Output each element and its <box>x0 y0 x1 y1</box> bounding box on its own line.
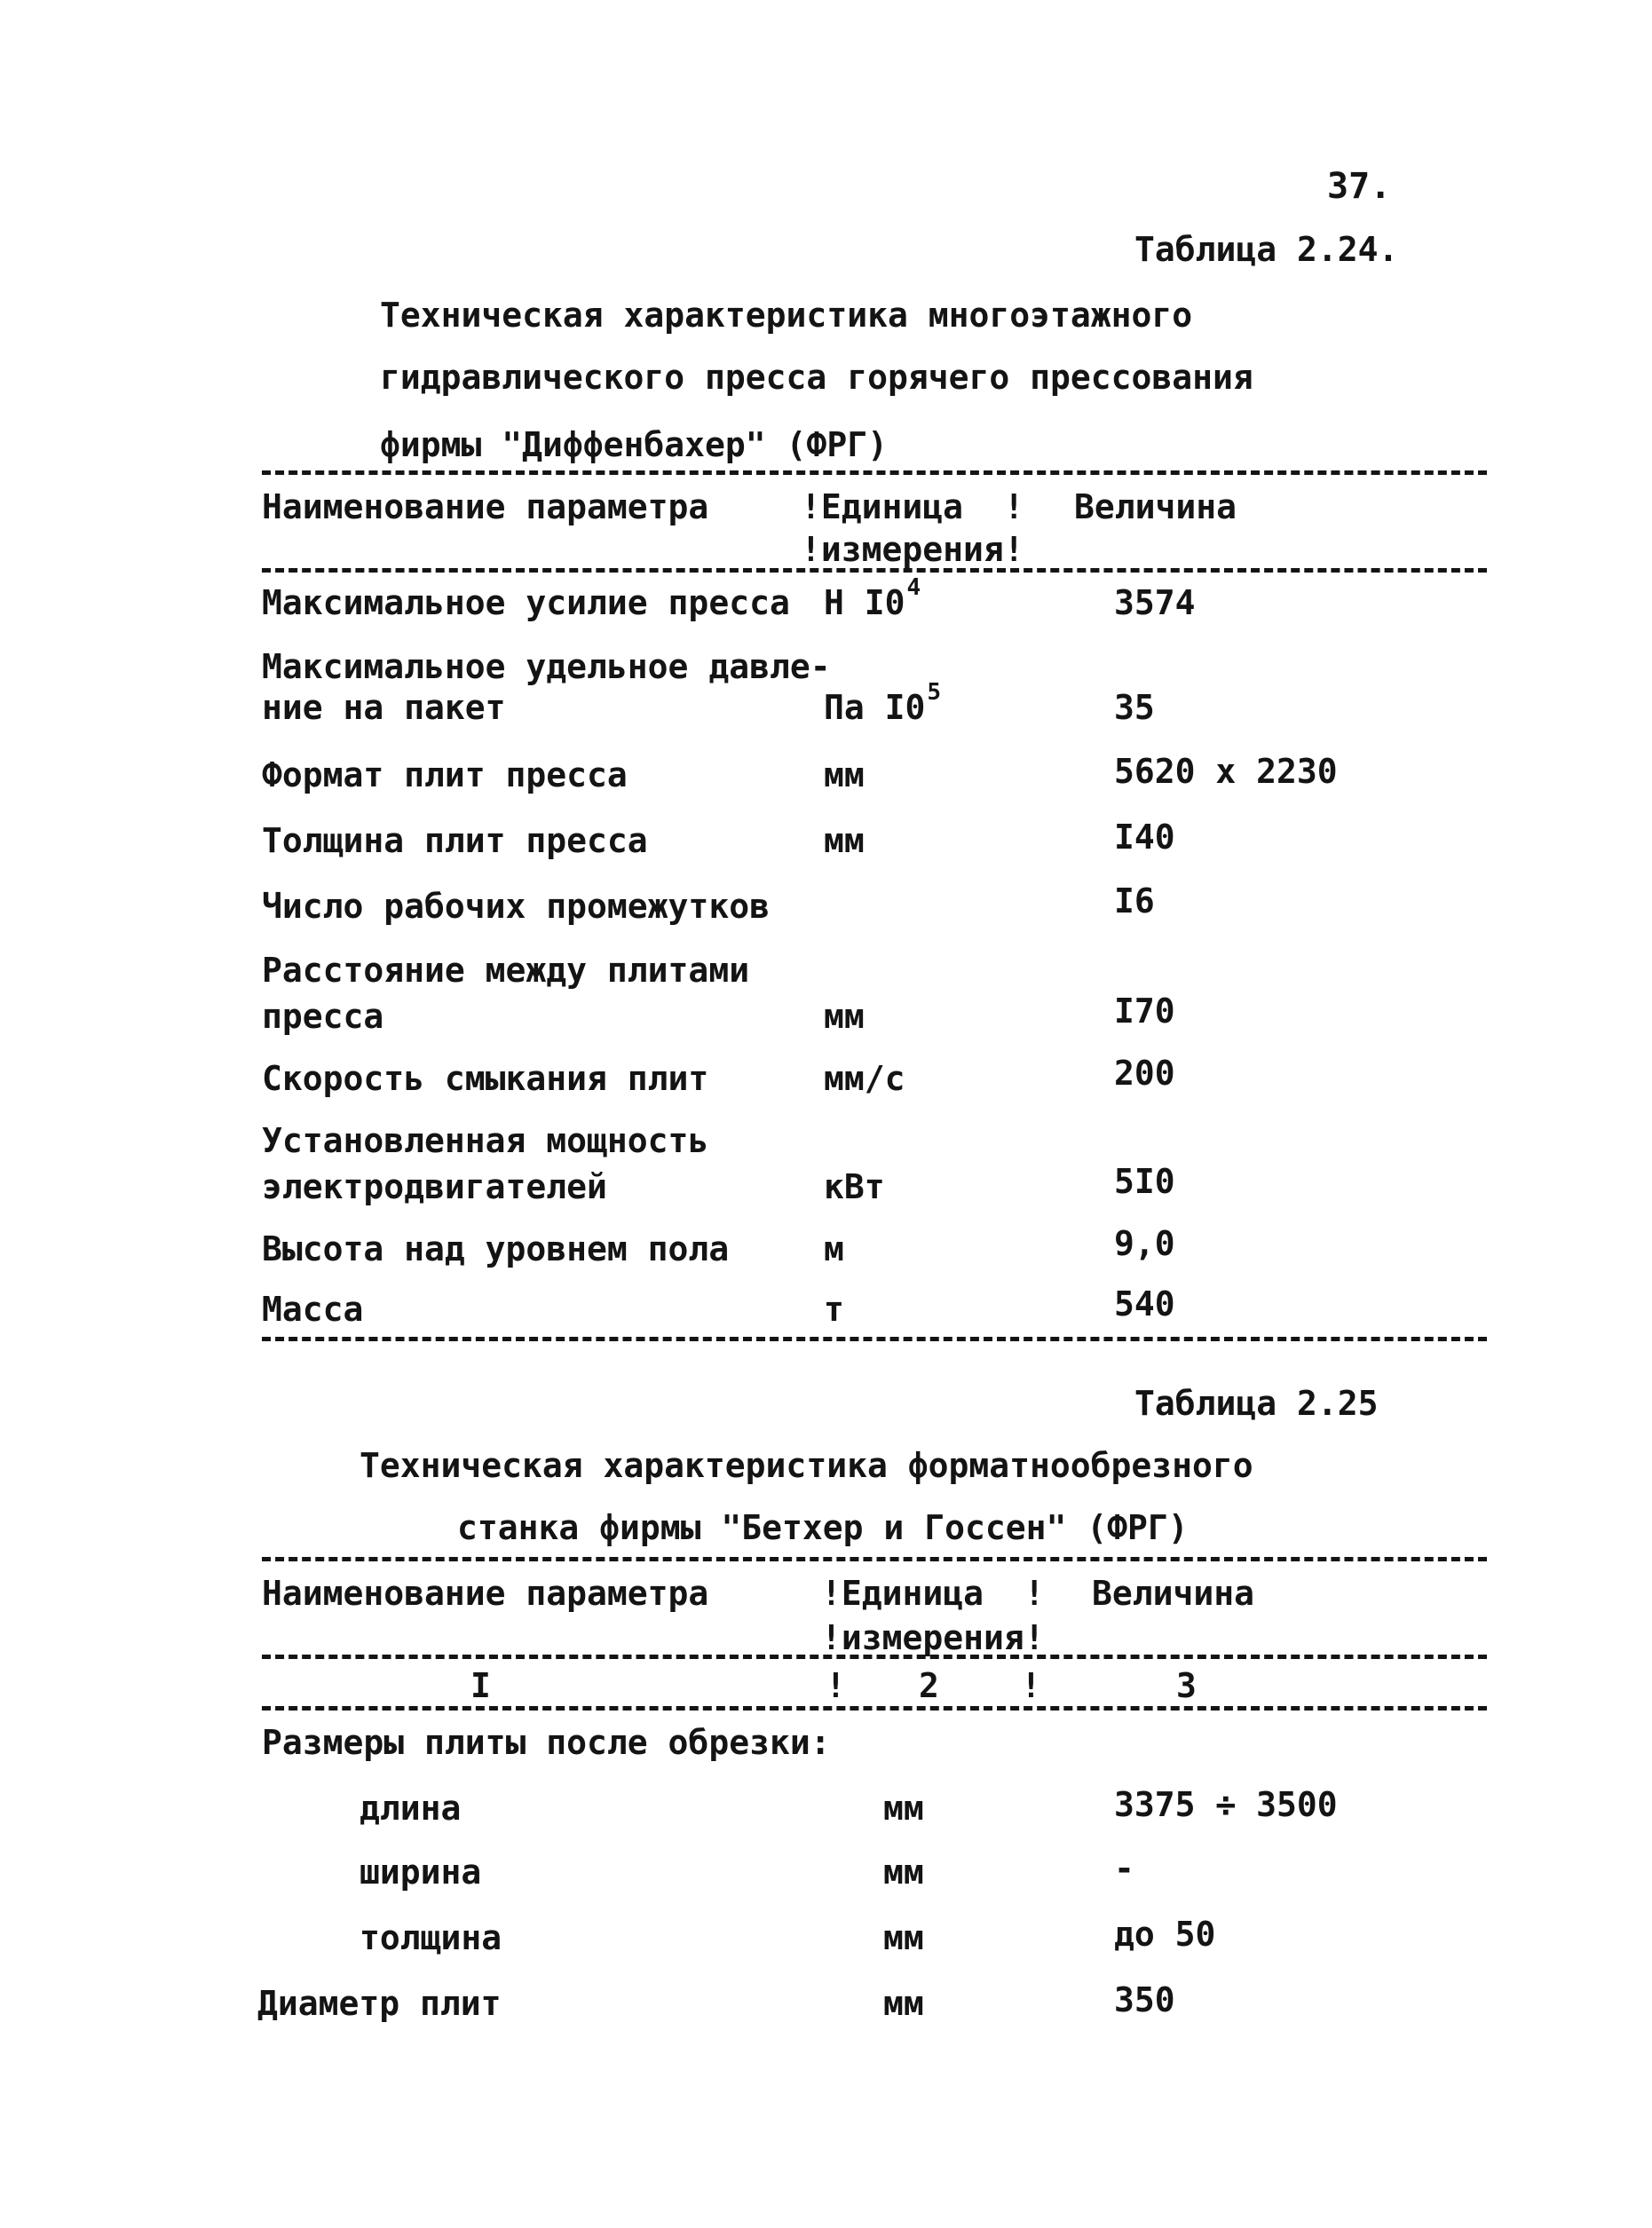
table-title-line: гидравлического пресса горячего прессования <box>380 358 1253 397</box>
table-rule <box>262 1557 1487 1561</box>
table-title-line: Техническая характеристика многоэтажного <box>380 296 1193 335</box>
row-name: Число рабочих промежутков <box>262 887 770 926</box>
column-header-unit: !Единица ! <box>821 1574 1045 1613</box>
column-header-unit: !измерения! <box>801 530 1024 569</box>
row-value: - <box>1114 1849 1134 1888</box>
row-name: ширина <box>360 1853 482 1892</box>
column-separator: ! <box>826 1666 846 1705</box>
row-value: I40 <box>1114 818 1175 857</box>
row-value: 5I0 <box>1114 1162 1175 1201</box>
row-value: 3375 ÷ 3500 <box>1114 1785 1338 1824</box>
column-number: I <box>470 1666 491 1705</box>
table-rule <box>262 1337 1487 1341</box>
row-unit <box>824 679 942 727</box>
column-header-value: Величина <box>1092 1574 1255 1613</box>
row-value: I6 <box>1114 881 1155 920</box>
table-title-line: Техническая характеристика форматнообрезного <box>360 1446 1253 1485</box>
row-name: Максимальное удельное давле- <box>262 647 831 686</box>
row-name: пресса <box>262 997 384 1036</box>
row-name: Формат плит пресса <box>262 755 628 794</box>
row-name: электродвигателей <box>262 1167 607 1206</box>
unit-exponent: 4 <box>906 574 921 601</box>
row-name: ние на пакет <box>262 688 506 727</box>
row-unit: мм <box>824 821 865 860</box>
row-value: 350 <box>1114 1980 1175 2019</box>
row-unit: мм <box>824 997 865 1036</box>
row-name: длина <box>360 1789 462 1828</box>
row-name: Скорость смыкания плит <box>262 1059 709 1098</box>
row-value: I70 <box>1114 992 1175 1031</box>
page-number: 37. <box>1327 166 1392 207</box>
row-unit-text: Н I0 <box>824 583 905 622</box>
column-separator: ! <box>1021 1666 1041 1705</box>
table-rule <box>262 470 1487 475</box>
row-name: Масса <box>262 1290 364 1329</box>
row-unit: мм <box>883 1853 924 1892</box>
unit-exponent: 5 <box>927 679 942 706</box>
column-header-value: Величина <box>1074 487 1237 526</box>
table-rule <box>262 568 1487 573</box>
column-number: 3 <box>1176 1666 1197 1705</box>
row-unit: т <box>824 1290 844 1329</box>
column-header-param: Наименование параметра <box>262 1574 709 1613</box>
column-header-unit: !измерения! <box>821 1618 1045 1657</box>
row-name: Толщина плит пресса <box>262 821 648 860</box>
table-rule <box>262 1706 1487 1711</box>
row-value: 9,0 <box>1114 1224 1175 1263</box>
row-value: 200 <box>1114 1054 1175 1093</box>
row-name: Высота над уровнем пола <box>262 1229 730 1268</box>
row-unit: мм <box>883 1984 924 2023</box>
row-unit: мм <box>883 1918 924 1957</box>
table-rule <box>262 1655 1487 1659</box>
column-header-unit: !Единица ! <box>801 487 1024 526</box>
row-value: 5620 х 2230 <box>1114 752 1338 791</box>
row-name: Максимальное усилие пресса <box>262 583 790 622</box>
row-name: Размеры плиты после обрезки: <box>262 1723 831 1762</box>
row-value: 540 <box>1114 1284 1175 1323</box>
column-number: 2 <box>919 1666 939 1705</box>
table-title-line: станка фирмы "Бетхер и Госсен" (ФРГ) <box>457 1508 1189 1547</box>
table-title-line: фирмы "Диффенбахер" (ФРГ) <box>380 425 888 464</box>
row-name: Диаметр плит <box>257 1984 502 2023</box>
row-value: до 50 <box>1114 1915 1216 1954</box>
row-unit: мм <box>824 755 865 794</box>
row-name: толщина <box>360 1918 502 1957</box>
column-header-param: Наименование параметра <box>262 487 709 526</box>
row-unit: м <box>824 1229 844 1268</box>
row-name: Расстояние между плитами <box>262 951 750 990</box>
row-unit-text: Па I0 <box>824 688 926 727</box>
row-unit <box>824 574 921 622</box>
table-label: Таблица 2.25 <box>1134 1384 1379 1423</box>
row-unit: кВт <box>824 1167 885 1206</box>
row-unit: мм/с <box>824 1059 905 1098</box>
row-unit: мм <box>883 1789 924 1828</box>
row-value: 3574 <box>1114 583 1196 622</box>
row-name: Установленная мощность <box>262 1121 709 1160</box>
table-label: Таблица 2.24. <box>1134 230 1399 269</box>
row-value: 35 <box>1114 688 1155 727</box>
